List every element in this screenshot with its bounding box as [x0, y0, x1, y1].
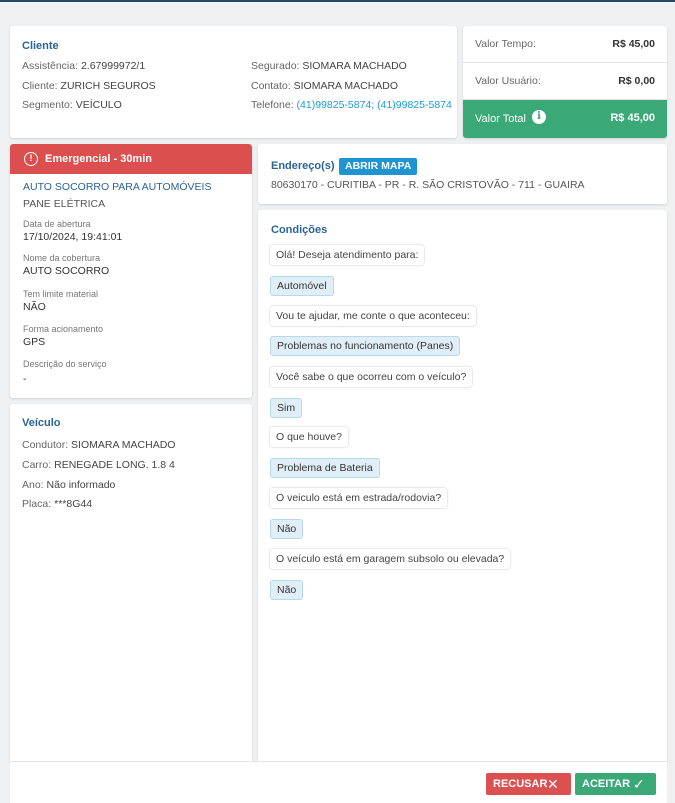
- ano-label: Ano:: [22, 479, 44, 491]
- condicao-answer: Não: [270, 519, 303, 539]
- segmento-row: [22, 99, 122, 111]
- veiculo-title: Veículo: [22, 417, 61, 429]
- check-icon: ✓: [633, 776, 645, 792]
- segurado-label: Segurado:: [251, 60, 300, 72]
- condicoes-card: [258, 210, 667, 764]
- placa-label: Placa:: [22, 498, 52, 510]
- segurado-value: SIOMARA MACHADO: [302, 60, 407, 72]
- servico-subtipo: PANE ELÉTRICA: [23, 198, 106, 210]
- telefone-link[interactable]: (41)99825-5874; (41)99825-5874: [296, 99, 452, 111]
- assistencia-value: 2.67999972/1: [80, 60, 146, 72]
- carro-label: Carro:: [22, 459, 52, 471]
- segurado-row: [251, 60, 407, 72]
- condicoes-title: Condições: [271, 224, 328, 236]
- cliente-value: ZURICH SEGUROS: [60, 80, 156, 92]
- ano-row: [22, 479, 115, 491]
- assistencia-row: [22, 60, 145, 72]
- top-bar: [0, 0, 675, 2]
- condicao-question: O que houve?: [270, 427, 348, 447]
- carro-row: [22, 459, 175, 471]
- servico-tipo: AUTO SOCORRO PARA AUTOMÓVEIS: [23, 181, 212, 193]
- acionamento-label: Forma acionamento: [23, 324, 104, 334]
- cliente-card: [10, 26, 457, 138]
- telefone-row: [251, 99, 452, 111]
- valor-usuario-row: [463, 63, 667, 100]
- condicao-answer: Não: [270, 580, 303, 600]
- endereco-title: Endereço(s): [271, 160, 335, 172]
- condutor-value: SIOMARA MACHADO: [71, 439, 176, 451]
- condicao-question: Você sabe o que ocorreu com o veículo?: [270, 367, 472, 387]
- valor-usuario-label: Valor Usuário:: [475, 75, 541, 87]
- valor-tempo-value: R$ 45,00: [612, 38, 655, 50]
- segmento-label: Segmento:: [22, 99, 73, 111]
- alert-icon: !: [24, 152, 38, 166]
- valor-total-row: [463, 100, 667, 138]
- contato-row: [251, 80, 398, 92]
- ano-value: Não informado: [46, 479, 116, 491]
- recusar-button[interactable]: [486, 773, 571, 795]
- telefone-label: Telefone:: [251, 99, 294, 111]
- descricao-label: Descrição do serviço: [23, 359, 107, 369]
- contato-label: Contato:: [251, 80, 291, 92]
- condicao-question: Vou te ajudar, me conte o que aconteceu:: [270, 306, 476, 326]
- cobertura-label: Nome da cobertura: [23, 253, 101, 263]
- servico-card: [10, 144, 252, 398]
- valores-card: [463, 26, 667, 138]
- cliente-row: [22, 80, 156, 92]
- acionamento-value: GPS: [23, 336, 46, 348]
- condicao-answer: Sim: [270, 398, 302, 418]
- descricao-value: -: [23, 373, 27, 385]
- cliente-title: Cliente: [22, 40, 59, 52]
- endereco-card: [258, 144, 667, 204]
- close-icon: ✕: [547, 776, 559, 792]
- cliente-label: Cliente:: [22, 80, 58, 92]
- carro-value: RENEGADE LONG. 1.8 4: [54, 459, 175, 471]
- cobertura-value: AUTO SOCORRO: [23, 265, 110, 277]
- abertura-label: Data de abertura: [23, 219, 91, 229]
- condicao-question: O veículo está em garagem subsolo ou elevada?: [270, 549, 510, 569]
- valor-tempo-row: [463, 26, 667, 63]
- condicao-question: Olá! Deseja atendimento para:: [270, 245, 424, 265]
- aceitar-button[interactable]: [575, 773, 656, 795]
- condicao-question: O veiculo está em estrada/rodovia?: [270, 488, 447, 508]
- assistencia-label: Assistência:: [22, 60, 79, 72]
- valor-total-value: R$ 45,00: [610, 112, 655, 124]
- condicao-answer: Problemas no funcionamento (Panes): [270, 336, 460, 356]
- contato-value: SIOMARA MACHADO: [293, 80, 399, 92]
- placa-row: [22, 498, 92, 510]
- placa-value: ***8G44: [54, 498, 93, 510]
- action-footer: [10, 761, 667, 803]
- info-icon[interactable]: i: [532, 110, 546, 124]
- veiculo-card: [10, 404, 252, 764]
- limite-value: NÃO: [23, 301, 46, 313]
- abrir-mapa-button[interactable]: ABRIR MAPA: [339, 158, 417, 175]
- aceitar-label: ACEITAR: [582, 778, 631, 790]
- condicao-answer: Problema de Bateria: [270, 458, 380, 478]
- emergencial-label: Emergencial - 30min: [45, 153, 152, 165]
- valor-total-label: Valor Total: [475, 113, 526, 125]
- limite-label: Tem limite material: [23, 289, 99, 299]
- valor-usuario-value: R$ 0,00: [618, 75, 655, 87]
- valor-tempo-label: Valor Tempo:: [475, 38, 536, 50]
- emergencial-header: [10, 144, 252, 174]
- condutor-label: Condutor:: [22, 439, 69, 451]
- condutor-row: [22, 439, 175, 451]
- endereco-address: 80630170 - CURITIBA - PR - R. SÃO CRISTOVÃO - 711 - GUAIRA: [271, 179, 585, 191]
- abertura-value: 17/10/2024, 19:41:01: [23, 231, 123, 243]
- segmento-value: VEÍCULO: [75, 99, 122, 111]
- condicao-answer: Automóvel: [270, 276, 334, 296]
- recusar-label: RECUSAR: [493, 778, 548, 790]
